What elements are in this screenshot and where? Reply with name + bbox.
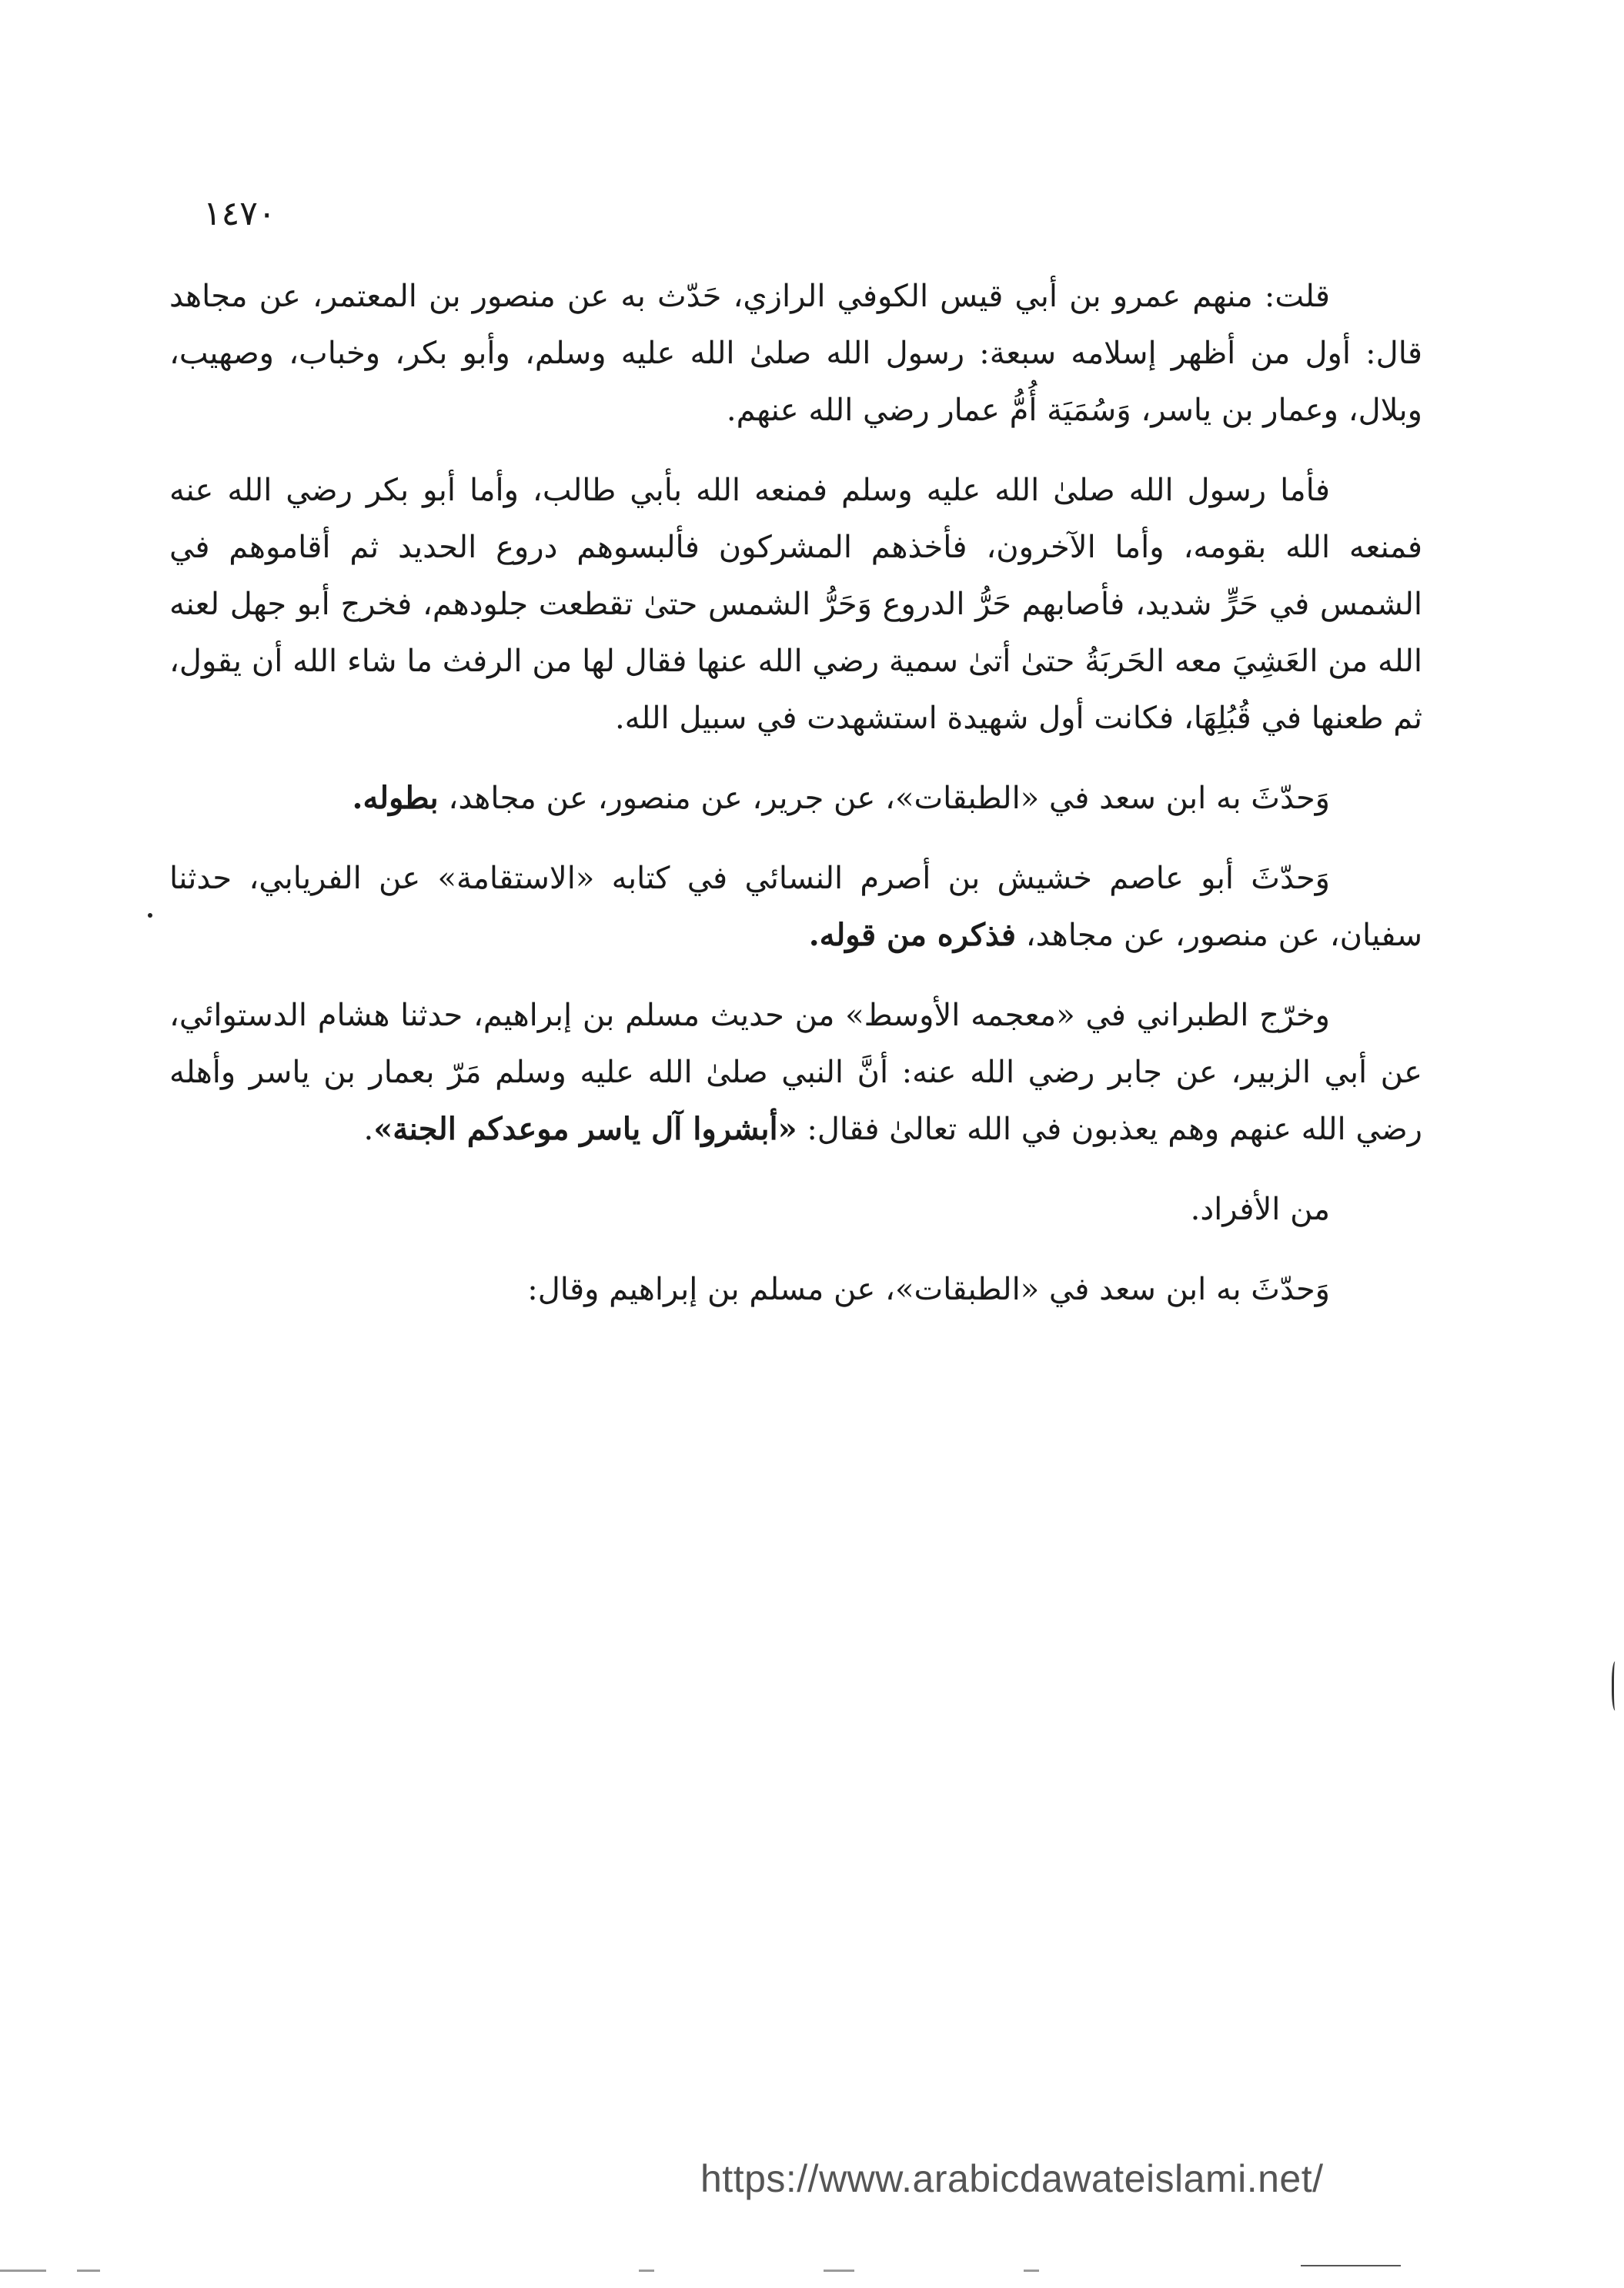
- paragraph-6: [169, 1181, 1422, 1238]
- scan-speck: [148, 913, 152, 918]
- bottom-scan-artifacts: [0, 2270, 1624, 2276]
- paragraph-1-text: قلت: منهم عمرو بن أبي قيس الكوفي الرازي، حَدّث به عن منصور بن المعتمر، عن مجاهد قال: أول من أظهر إسلامه سبعة: رسول الله صلىٰ الله عليه وسلم، وأبو بكر، وخباب، وصهيب، وبلال، وعمار بن ياسر، وَسُمَيَة أُمُّ عمار رضي الله عنهم.: [169, 279, 1422, 428]
- paragraph-5-after: .: [363, 1112, 374, 1147]
- body-text: [169, 268, 1422, 1341]
- paragraph-3: [169, 770, 1422, 827]
- paragraph-7-text: وَحدّثَ به ابن سعد في «الطبقات»، عن مسلم بن إبراهيم وقال:: [527, 1272, 1330, 1307]
- page-number: ١٤٧٠: [203, 194, 276, 233]
- watermark-url: https://www.arabicdawateislami.net/: [700, 2157, 1324, 2200]
- paragraph-5-text: وخرّج الطبراني في «معجمه الأوسط» من حديث مسلم بن إبراهيم، حدثنا هشام الدستوائي، عن أبي الزبير، عن جابر رضي الله عنه: أنَّ النبي صلىٰ الله عليه وسلم مَرّ بعمار بن ياسر وأهله رضي الله عنهم وهم يعذبون في الله تعالىٰ فقال:: [169, 998, 1422, 1147]
- paragraph-3-bold: بطوله.: [352, 780, 439, 816]
- paragraph-4-text: وَحدّثَ أبو عاصم خشيش بن أصرم النسائي في كتابه «الاستقامة» عن الفريابي، حدثنا سفيان، عن منصور، عن مجاهد،: [169, 861, 1422, 953]
- paragraph-2-text: فأما رسول الله صلىٰ الله عليه وسلم فمنعه الله بأبي طالب، وأما أبو بكر رضي الله عنه فمنعه الله بقومه، وأما الآخرون، فأخذهم المشركون فألبسوهم دروع الحديد ثم أقاموهم في الشمس في حَرٍّ شديد، فأصابهم حَرُّ الدروع وَحَرُّ الشمس حتىٰ تقطعت جلودهم، فخرج أبو جهل لعنه الله من العَشِيَ معه الحَربَةُ حتىٰ أتىٰ سمية رضي الله عنها فقال لها من الرفث ما شاء الله أن يقول، ثم طعنها في قُبُلِهَا، فكانت أول شهيدة استشهدت في سبيل الله.: [169, 473, 1422, 736]
- paragraph-5: [169, 987, 1422, 1158]
- paragraph-7: [169, 1261, 1422, 1318]
- paragraph-5-bold: «أبشروا آل ياسر موعدكم الجنة»: [373, 1111, 797, 1147]
- paragraph-6-text: من الأفراد.: [1190, 1192, 1330, 1227]
- paragraph-3-text: وَحدّثَ به ابن سعد في «الطبقات»، عن جرير، عن منصور، عن مجاهد،: [438, 781, 1330, 816]
- paragraph-2: [169, 462, 1422, 747]
- binding-edge-mark: [1612, 1661, 1620, 1711]
- paragraph-4-bold: فذكره من قوله.: [808, 917, 1016, 953]
- paragraph-4: [169, 850, 1422, 964]
- paragraph-1: [169, 268, 1422, 439]
